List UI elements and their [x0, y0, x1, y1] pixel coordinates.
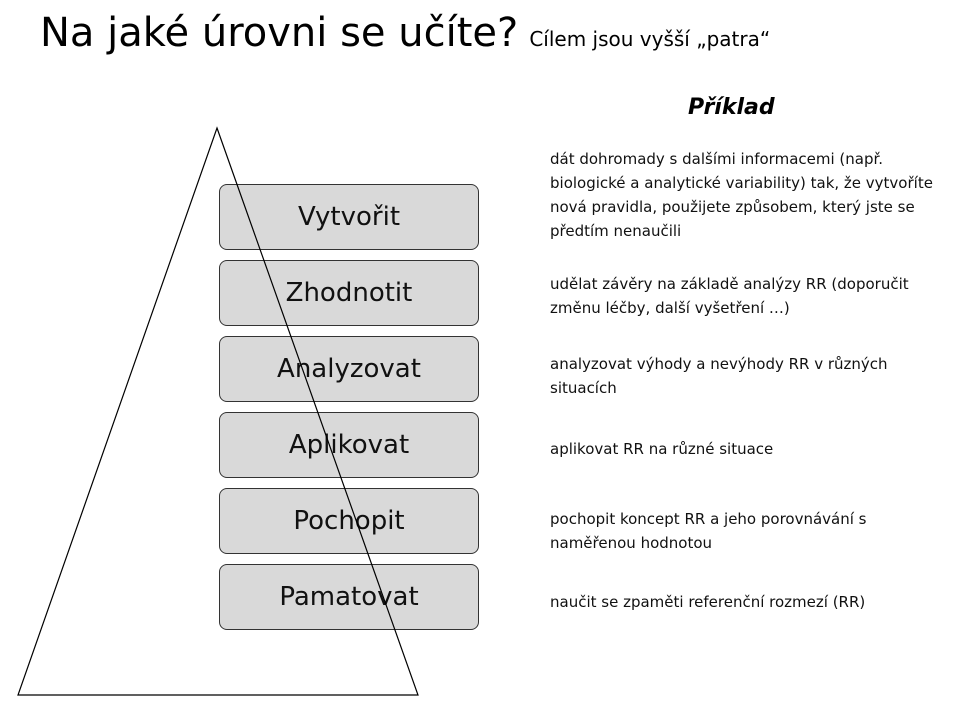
level-evaluate: Zhodnotit	[219, 260, 479, 326]
level-understand: Pochopit	[219, 488, 479, 554]
level-apply: Aplikovat	[219, 412, 479, 478]
example-analyze: analyzovat výhody a nevýhody RR v různých situacích	[550, 355, 888, 397]
level-analyze: Analyzovat	[219, 336, 479, 402]
example-remember: naučit se zpaměti referenční rozmezí (RR)	[550, 593, 866, 611]
title-main: Na jaké úrovni se učíte?	[40, 10, 519, 56]
example-heading: Příklad	[688, 95, 775, 120]
example-understand: pochopit koncept RR a jeho porovnávání s naměřenou hodnotou	[550, 510, 867, 552]
example-create: dát dohromady s dalšími informacemi (např. biologické a analytické variability) tak, že vytvoříte nová pravidla, použijete způsobem, který jste se předtím nenaučili	[550, 150, 933, 240]
level-create: Vytvořit	[219, 184, 479, 250]
example-evaluate: udělat závěry na základě analýzy RR (doporučit změnu léčby, další vyšetření …)	[550, 275, 909, 317]
level-remember: Pamatovat	[219, 564, 479, 630]
title-subtitle: Cílem jsou vyšší „patra“	[529, 27, 771, 51]
example-apply: aplikovat RR na různé situace	[550, 440, 774, 458]
